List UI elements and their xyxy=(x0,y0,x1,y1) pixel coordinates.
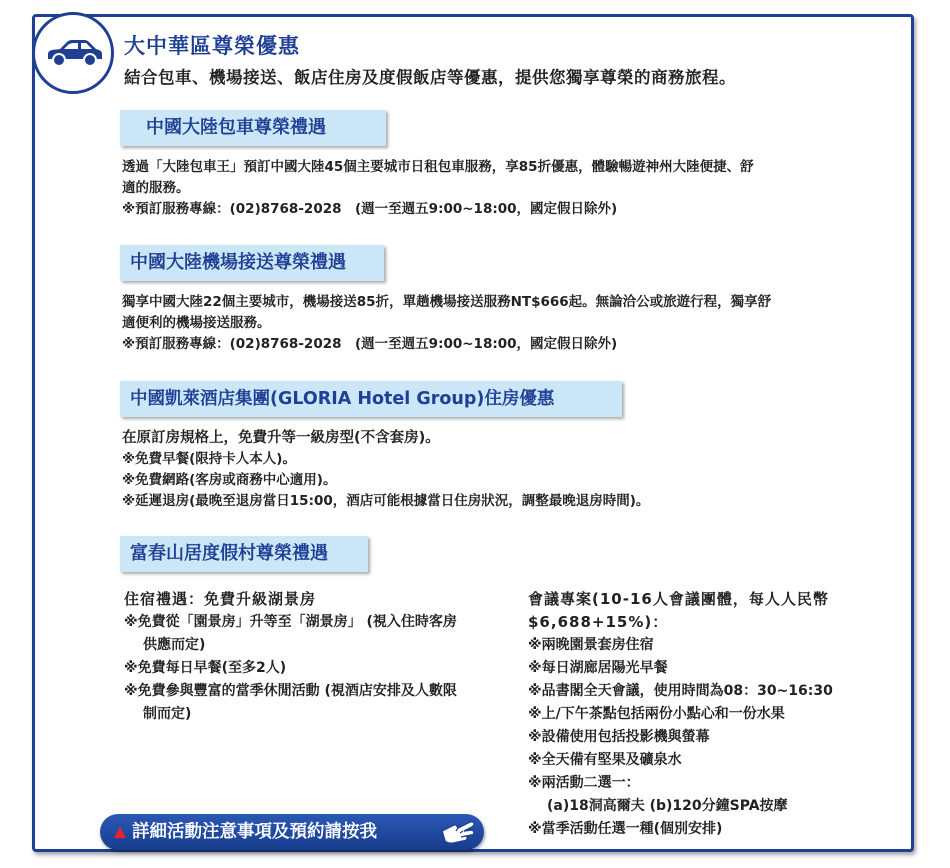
header-badge xyxy=(32,12,114,94)
meeting-heading: 會議專案(10-16人會議團體，每人人民幣 xyxy=(528,590,829,608)
details-booking-label: 詳細活動注意事項及預約請按我 xyxy=(132,822,377,842)
text-line: 獨享中國大陸22個主要城市，機場接送85折，單趟機場接送服務NT$666起。無論洽公或旅遊行程，獨享舒 xyxy=(122,294,772,310)
text-line: (a)18洞高爾夫 (b)120分鐘SPA按摩 xyxy=(547,798,788,814)
fuchun-meeting-column xyxy=(528,588,833,841)
car-icon xyxy=(44,39,104,67)
page-subtitle: 結合包車、機場接送、飯店住房及度假飯店等優惠，提供您獨享尊榮的商務旅程。 xyxy=(124,68,736,87)
text-line: ※全天備有堅果及礦泉水 xyxy=(528,752,682,768)
hotline-line: ※預訂服務專線：(02)8768-2028 (週一至週五9:00~18:00，國定假日除外) xyxy=(122,201,618,217)
meeting-price: $6,688+15%)： xyxy=(528,613,669,631)
text-line: ※免費每日早餐(至多2人) xyxy=(124,660,287,676)
text-line: 適的服務。 xyxy=(122,180,190,196)
section-body-airport xyxy=(122,292,771,355)
pointing-hand-icon xyxy=(440,817,476,847)
text-line: ※每日湖廊居陽光早餐 xyxy=(528,660,668,676)
text-line: ※兩活動二選一： xyxy=(528,775,640,791)
page-title: 大中華區尊榮優惠 xyxy=(124,34,300,58)
section-body-gloria xyxy=(122,428,649,512)
text-line: ※延遲退房(最晚至退房當日15:00，酒店可能根據當日住房狀況，調整最晚退房時間)。 xyxy=(122,493,650,509)
text-line: ※免費網路(客房或商務中心適用)。 xyxy=(122,472,337,488)
section-title-charter: 中國大陸包車尊榮禮遇 xyxy=(120,110,386,146)
red-triangle-icon xyxy=(114,827,126,838)
text-line: 在原訂房規格上，免費升等一級房型(不含套房)。 xyxy=(122,430,440,446)
text-line: ※免費參與豐富的當季休閒活動 (視酒店安排及人數限 xyxy=(124,683,457,699)
text-line: 透過「大陸包車王」預訂中國大陸45個主要城市日租包車服務，享85折優惠，體驗暢遊神州大陸便捷、舒 xyxy=(122,159,754,175)
text-line: ※兩晚園景套房住宿 xyxy=(528,637,654,653)
text-line: ※設備使用包括投影機與螢幕 xyxy=(528,729,710,745)
hotline-line: ※預訂服務專線：(02)8768-2028 (週一至週五9:00~18:00，國定假日除外) xyxy=(122,336,618,352)
details-booking-button[interactable] xyxy=(100,814,484,850)
text-line: ※品書閣全天會議，使用時間為08：30~16:30 xyxy=(528,683,833,699)
section-body-charter xyxy=(122,157,754,220)
text-line: ※上/下午茶點包括兩份小點心和一份水果 xyxy=(528,706,785,722)
text-line: ※免費早餐(限持卡人本人)。 xyxy=(122,451,296,467)
text-line: 適便利的機場接送服務。 xyxy=(122,315,271,331)
text-line: 制而定) xyxy=(143,706,192,722)
lodging-heading: 住宿禮遇：免費升級湖景房 xyxy=(124,590,317,608)
section-title-airport: 中國大陸機場接送尊榮禮遇 xyxy=(120,245,384,281)
fuchun-lodging-column xyxy=(124,588,457,726)
text-line: ※當季活動任選一種(個別安排) xyxy=(528,821,723,837)
section-title-gloria: 中國凱萊酒店集團(GLORIA Hotel Group)住房優惠 xyxy=(120,381,622,417)
text-line: ※免費從「園景房」升等至「湖景房」 (視入住時客房 xyxy=(124,614,457,630)
section-title-fuchun: 富春山居度假村尊榮禮遇 xyxy=(120,536,368,572)
text-line: 供應而定) xyxy=(143,637,206,653)
